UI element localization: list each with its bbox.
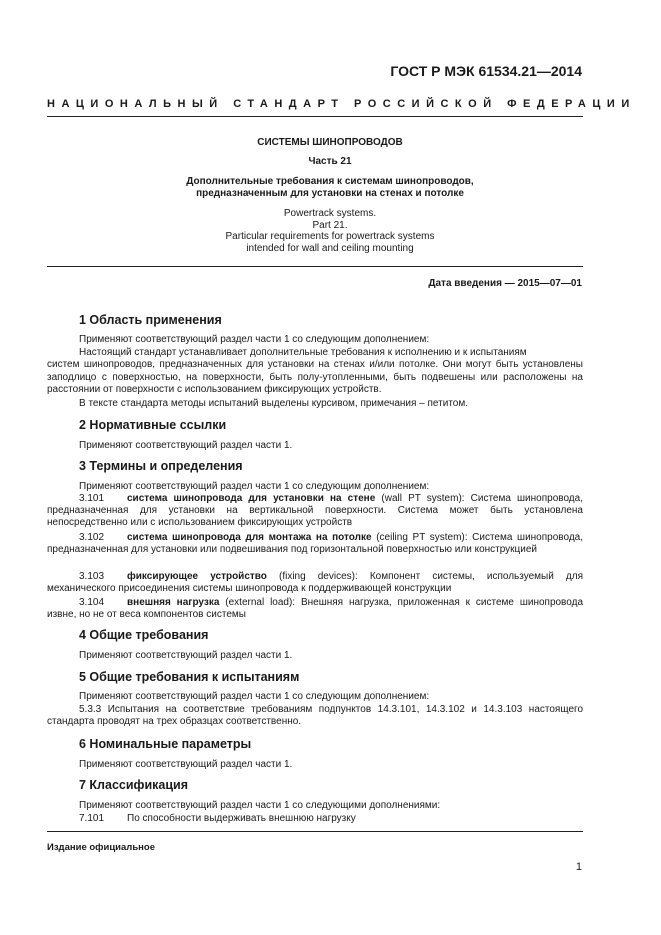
- item-text: По способности выдерживать внешнюю нагрузку: [127, 813, 356, 824]
- divider-title: [47, 266, 583, 267]
- title-subtitle-line2: предназначенным для установки на стенах и потолке: [196, 188, 464, 199]
- term-definition: (fixing devices): Компонент системы, используемый для механического присоединения системы шинопровода к поддерживающей конструкции: [47, 571, 583, 594]
- section-1-text: Применяют соответствующий раздел части 1 со следующим дополнением:: [79, 334, 430, 345]
- term-number: 3.102: [79, 532, 105, 543]
- term-number: 3.101: [79, 493, 105, 504]
- section-1-heading: 1 Область применения: [79, 313, 222, 327]
- term-3-103: [47, 571, 583, 595]
- section-3-text: Применяют соответствующий раздел части 1 со следующим дополнением:: [79, 481, 430, 492]
- section-5-heading: 5 Общие требования к испытаниям: [79, 670, 300, 684]
- term-name: внешняя нагрузка: [127, 597, 220, 608]
- title-english-line3: Particular requirements for powertrack systems: [225, 231, 435, 242]
- term-3-101: [47, 493, 583, 529]
- document-code: ГОСТ Р МЭК 61534.21—2014: [390, 63, 582, 79]
- section-2-text: Применяют соответствующий раздел части 1.: [79, 440, 293, 451]
- title-subtitle-line1: Дополнительные требования к системам шинопроводов,: [186, 176, 474, 187]
- term-name: система шинопровода для установки на стене: [127, 493, 376, 504]
- section-4-text: Применяют соответствующий раздел части 1.: [79, 650, 293, 661]
- term-number: 3.104: [79, 597, 105, 608]
- title-english-line4: intended for wall and ceiling mounting: [246, 243, 414, 254]
- term-definition: (ceiling PT system): Система шинопровода, предназначенная для установки или подвешивания под горизонтальной поверхностью или конструкцией: [47, 532, 584, 555]
- section-7-text: Применяют соответствующий раздел части 1 со следующими дополнениями:: [79, 800, 441, 811]
- introduction-date: Дата введения — 2015—07—01: [428, 278, 582, 289]
- section-4-heading: 4 Общие требования: [79, 628, 209, 642]
- title-main: СИСТЕМЫ ШИНОПРОВОДОВ: [257, 137, 403, 148]
- section-3-heading: 3 Термины и определения: [79, 459, 243, 473]
- term-3-102: [47, 532, 583, 556]
- section-5-clause-5-3-3: 5.3.3 Испытания на соответствие требованиям подпунктов 14.3.101, 14.3.102 и 14.3.103 настоящего стандарта проводят на трех образцах соответственно.: [47, 704, 583, 727]
- item-number: 7.101: [79, 813, 105, 824]
- term-3-104: [47, 597, 583, 621]
- section-7-heading: 7 Классификация: [79, 778, 189, 792]
- section-2-heading: 2 Нормативные ссылки: [79, 418, 227, 432]
- section-1-scope-first-line: Настоящий стандарт устанавливает дополнительные требования к исполнению и к испытаниям: [79, 347, 527, 358]
- section-5-text: Применяют соответствующий раздел части 1 со следующим дополнением:: [79, 691, 430, 702]
- section-7-item: [79, 813, 356, 824]
- divider-footer: [47, 831, 583, 832]
- term-name: фиксирующее устройство: [127, 571, 267, 582]
- section-1-scope-text: систем шинопроводов, предназначенных для установки на стенах и/или потолке. Они могут быть установлены заподлицо с поверхностью, на поверхности, быть полу-утопленными, быть подвешены или расположены на расстоянии от поверхности с использованием фиксирующих устройств.: [47, 359, 583, 395]
- term-number: 3.103: [79, 571, 105, 582]
- section-6-text: Применяют соответствующий раздел части 1.: [79, 759, 293, 770]
- term-definition: (external load): Внешняя нагрузка, приложенная к системе шинопровода извне, но не от веса компонентов системы: [47, 597, 583, 620]
- divider-top: [47, 116, 583, 117]
- page-number: 1: [575, 861, 582, 873]
- official-edition-label: Издание официальное: [47, 842, 155, 853]
- national-standard-banner: НАЦИОНАЛЬНЫЙ СТАНДАРТ РОССИЙСКОЙ ФЕДЕРАЦИИ: [47, 98, 636, 110]
- term-name: система шинопровода для монтажа на потолке: [127, 532, 372, 543]
- section-6-heading: 6 Номинальные параметры: [79, 737, 252, 751]
- title-english-line2: Part 21.: [312, 220, 348, 231]
- term-definition: (wall PT system): Система шинопровода, предназначенная для установки на вертикальной поверхности. Система может быть установлена непосредственно или с использованием фиксирующих устройств: [47, 493, 583, 528]
- section-1-note: В тексте стандарта методы испытаний выделены курсивом, примечания – петитом.: [79, 398, 469, 409]
- title-part: Часть 21: [308, 156, 352, 167]
- title-english-line1: Powertrack systems.: [283, 208, 377, 219]
